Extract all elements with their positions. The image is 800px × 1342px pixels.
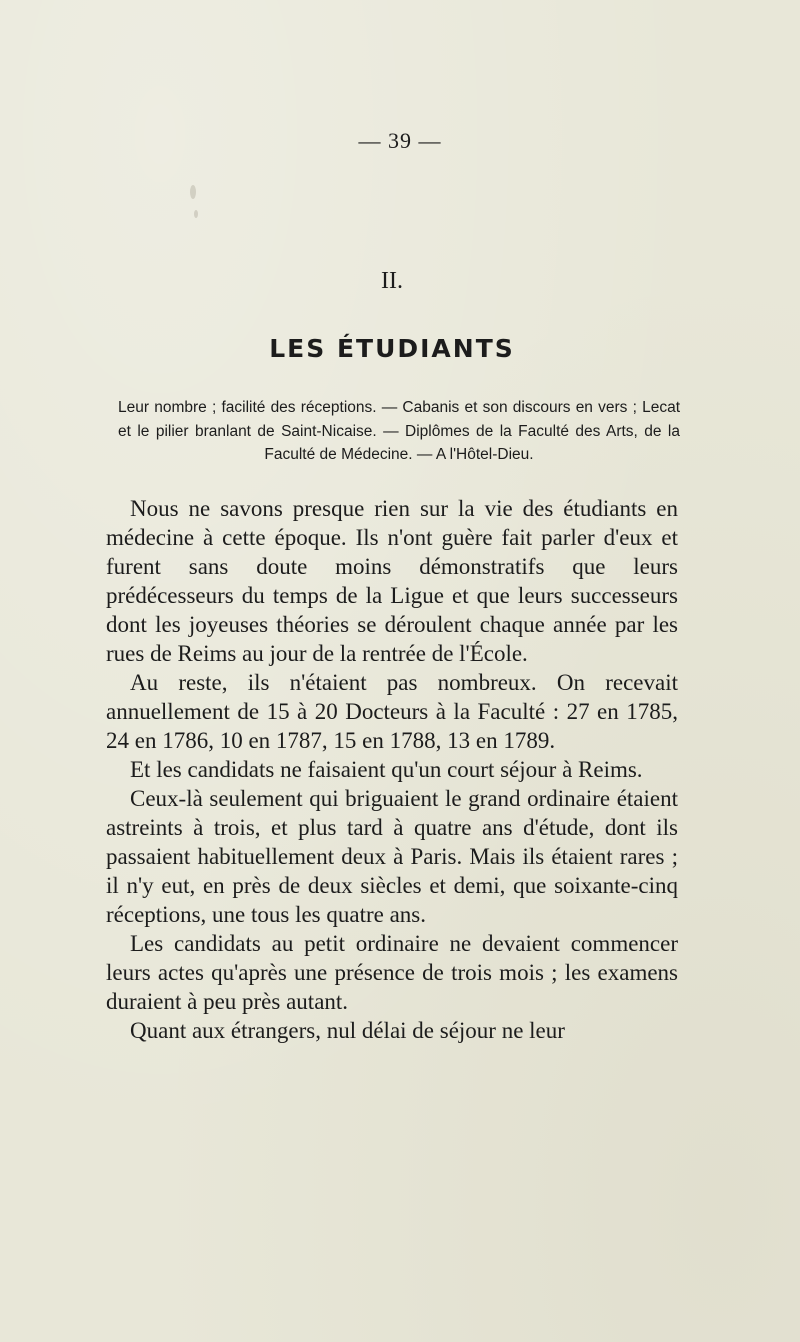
body-text — [106, 494, 678, 1045]
chapter-title: LES ÉTUDIANTS — [269, 334, 515, 363]
paragraph: Au reste, ils n'étaient pas nombreux. On recevait annuellement de 15 à 20 Docteurs à la Faculté : 27 en 1785, 24 en 1786, 10 en 1787, 15 en 1788, 13 en 1789. — [106, 670, 678, 753]
page-number: — 39 — — [358, 128, 442, 153]
section-numeral: II. — [381, 268, 403, 294]
chapter-summary: Leur nombre ; facilité des réceptions. — Cabanis et son discours en vers ; Lecat et le pilier branlant de Saint-Nicaise. — Diplômes de la Faculté des Arts, de la Faculté de Médecine. — A l'Hôtel-Dieu. — [118, 399, 680, 463]
paragraph: Ceux-là seulement qui briguaient le grand ordinaire étaient astreints à trois, et plus tard à quatre ans d'étude, dont ils passaient habituellement deux à Paris. Mais ils étaient rares ; il n'y eut, en près de deux siècles et demi, que soixante-cinq réceptions, une tous les quatre ans. — [106, 786, 678, 927]
paragraph: Quant aux étrangers, nul délai de séjour ne leur — [130, 1018, 565, 1043]
paper-blemish — [190, 185, 196, 199]
paragraph: Nous ne savons presque rien sur la vie des étudiants en médecine à cette époque. Ils n'ont guère fait parler d'eux et furent sans doute moins démonstratifs que leurs prédécesseurs du temps de la Ligue et que leurs successeurs dont les joyeuses théories se déroulent chaque année par les rues de Reims au jour de la rentrée de l'École. — [106, 496, 678, 666]
paper-blemish — [194, 210, 198, 218]
paragraph: Les candidats au petit ordinaire ne devaient commencer leurs actes qu'après une présence de trois mois ; les examens duraient à peu près autant. — [106, 931, 678, 1014]
paragraph: Et les candidats ne faisaient qu'un court séjour à Reims. — [130, 757, 643, 782]
